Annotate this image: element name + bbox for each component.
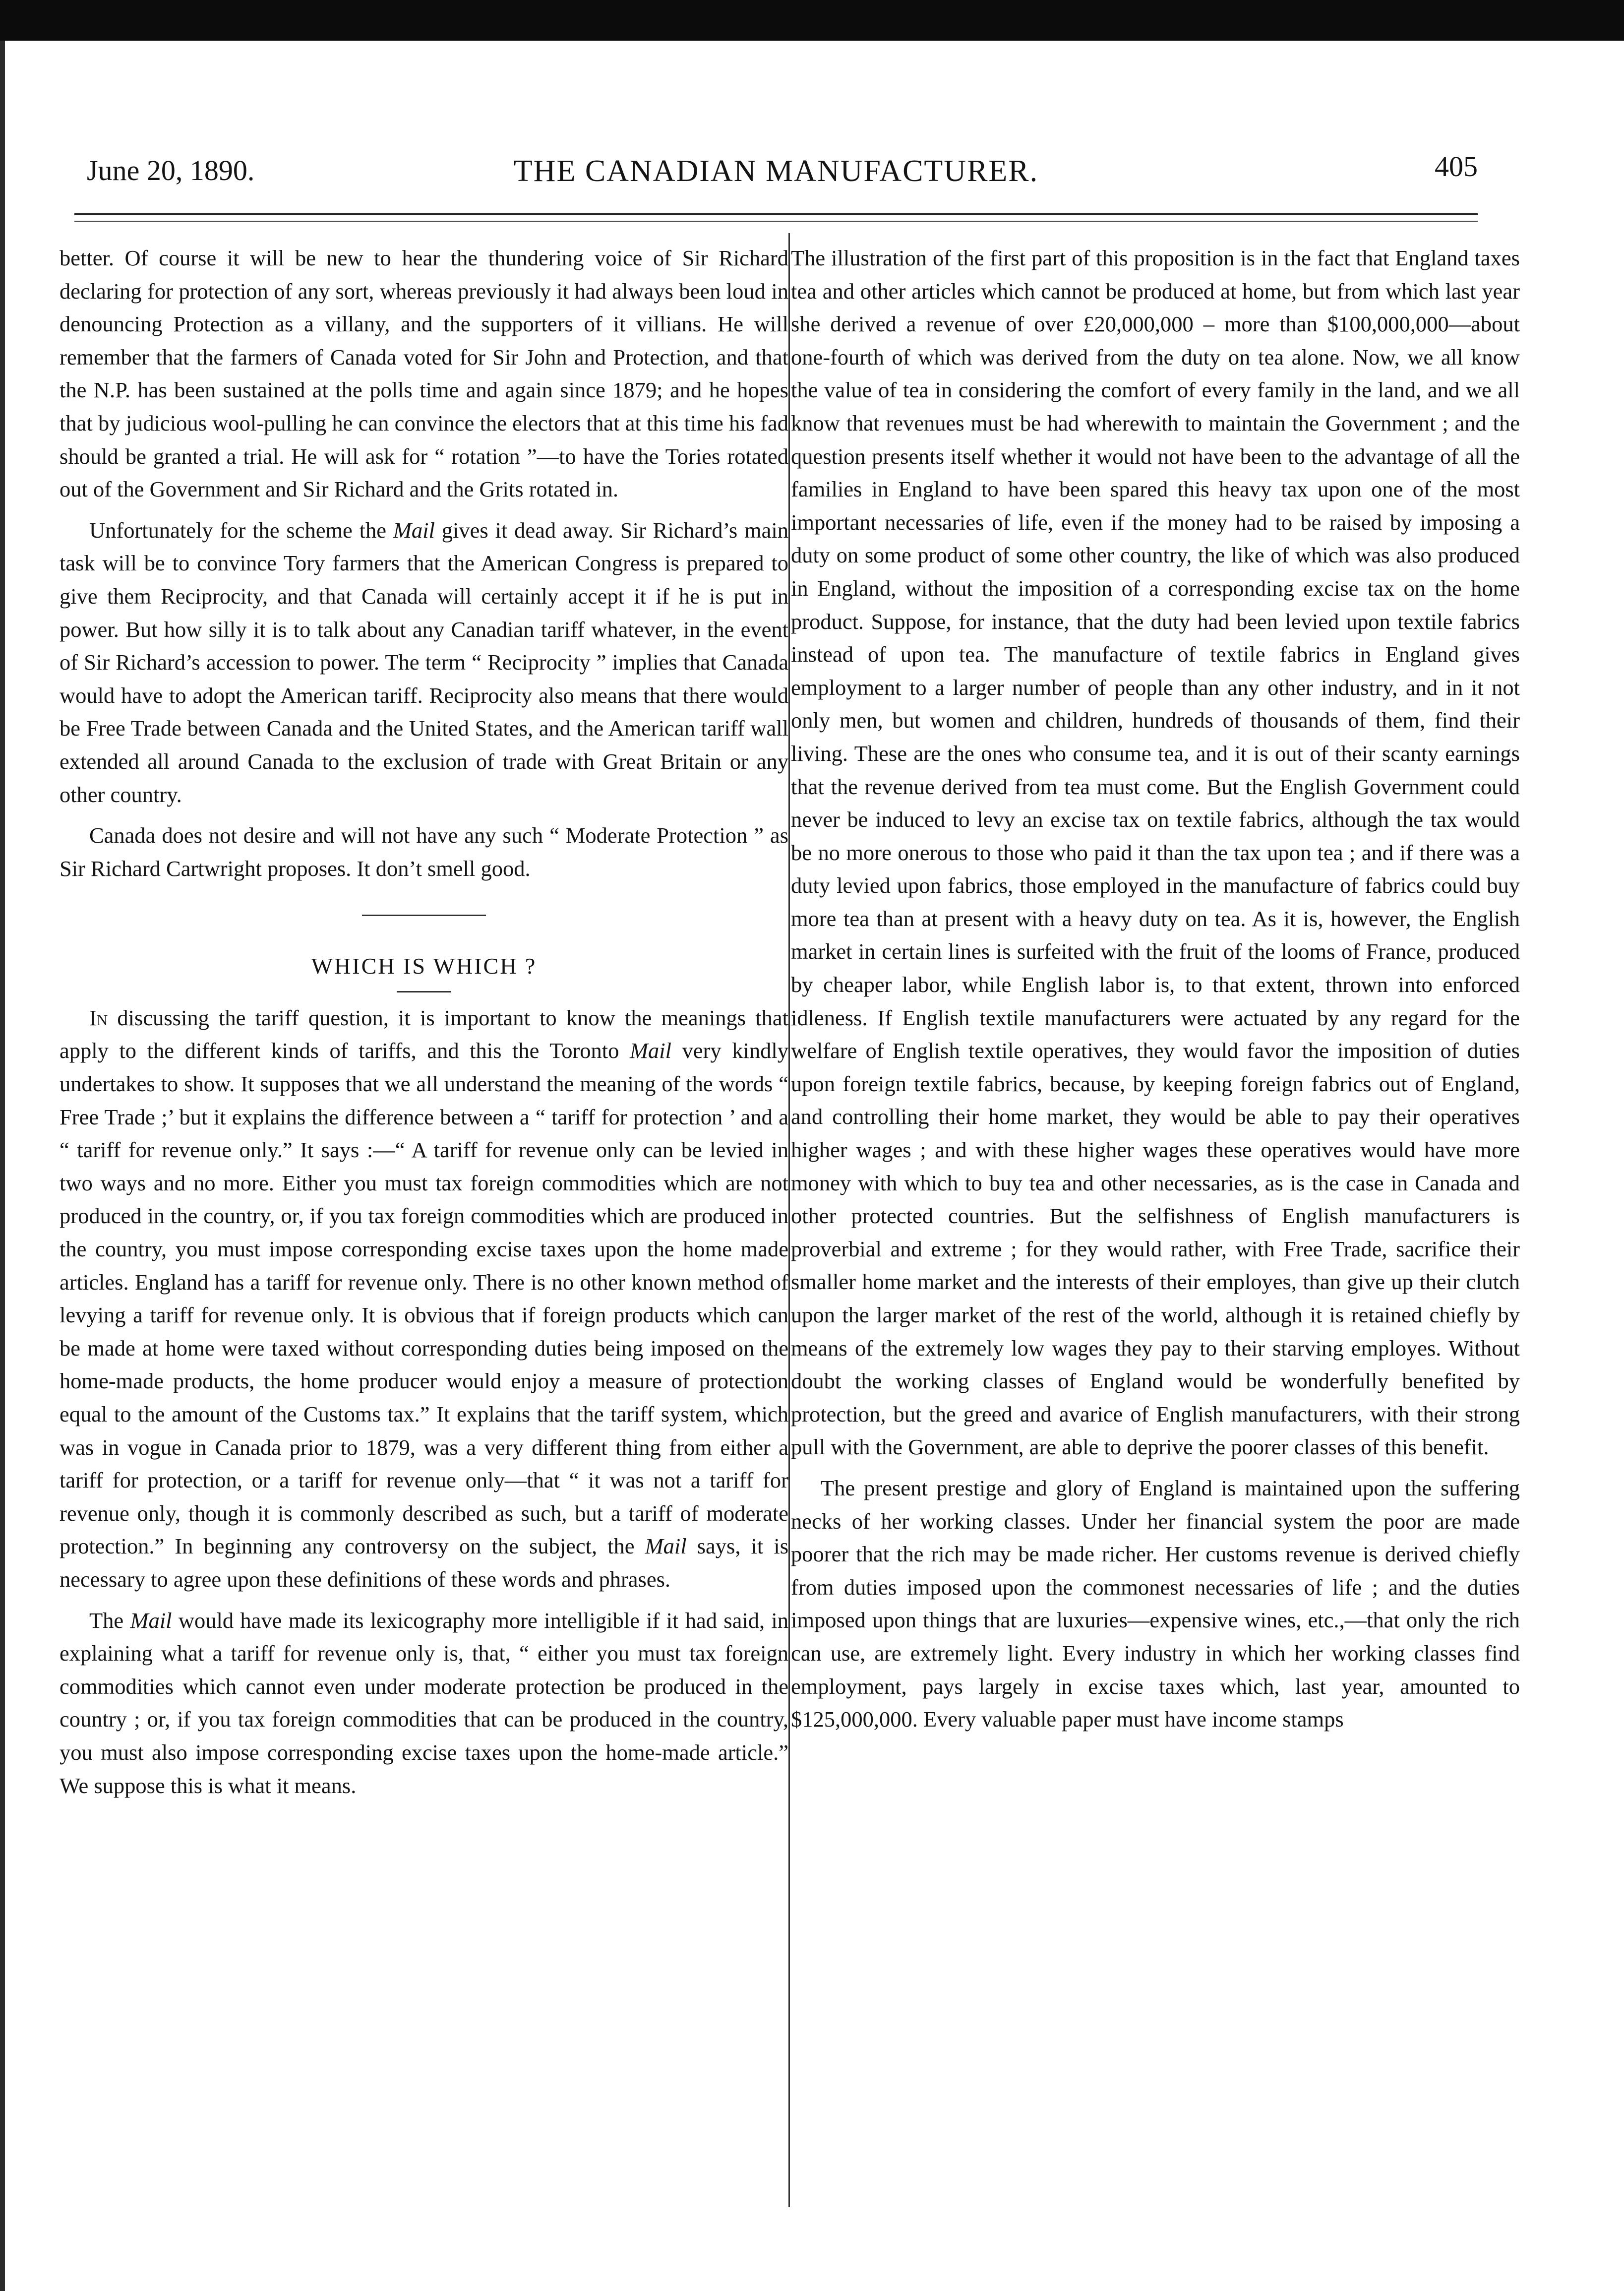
right-paragraph-2: The present prestige and glory of England is maintained upon the suffering necks of her working classes. Under her financial system the poor are made poorer that the rich may be made richer. Her customs revenue is derived chiefly from duties imposed upon the commonest necessaries of life ; and the duties imposed upon things that are luxuries—expensive wines, etc.,—that only the rich can use, are extremely light. Every industry in which her working classes find employment, pays largely in excise taxes which, last year, amounted to $125,000,000. Every valuable paper must have income stamps bbox=[791, 1475, 1520, 1732]
page-header bbox=[74, 150, 1478, 193]
mail-newspaper-name: Mail bbox=[130, 1608, 172, 1633]
scan-top-border bbox=[0, 0, 1624, 41]
left-paragraph-4-text-c: says, it is necessary to agree upon these definitions of these words and phrases. bbox=[60, 1534, 789, 1592]
scan-left-edge bbox=[0, 41, 5, 2291]
left-paragraph-2-text-b: gives it dead away. Sir Richard’s main task will be to convince Tory farmers that the American Congress is prepared to give them Reciprocity, and that Canada will certainly accept it if he is put in power. But how silly it is to talk about any Canadian tariff whatever, in the event of Sir Richard’s accession to power. The term “ Reciprocity ” implies that Canada would have to adopt the American tariff. Reciprocity also means that there would be Free Trade between Canada and the United States, and the American tariff wall extended all around Canada to the exclusion of trade with Great Britain or any other country. bbox=[60, 517, 789, 807]
column-divider bbox=[788, 233, 790, 2207]
left-paragraph-3: Canada does not desire and will not have any such “ Moderate Protection ” as Sir Richard Cartwright proposes. It don’t smell good. bbox=[60, 823, 788, 881]
header-rule-thin bbox=[74, 221, 1478, 222]
publication-title: THE CANADIAN MANUFACTURER. bbox=[513, 154, 1039, 188]
right-paragraph-1: The illustration of the first part of this proposition is in the fact that England taxes tea and other articles which cannot be produced at home, but from which last year she derived a revenue of over £20,000,000 – more than $100,000,000—about one-fourth of which was derived from the duty on tea alone. Now, we all know the value of tea in considering the comfort of every family in the land, and we all know that revenues must be had wherewith to maintain the Government ; and the question presents itself whether it would not have been to the advantage of all the families in England to have been spared this heavy tax upon one of the most important necessaries of life, even if the money had to be raised by imposing a duty on some product of some other country, the like of which was also produced in England, without the imposition of a corresponding excise tax on the home product. Suppose, for instance, that the duty had been levied upon textile fabrics instead of upon tea. The manufacture of textile fabrics in England gives employment to a larger number of people than any other industry, and in it not only men, but women and children, hundreds of thousands of them, find their living. These are the ones who consume tea, and it is out of their scanty earnings that the revenue derived from tea must come. But the English Government could never be induced to levy an excise tax on textile fabrics, although the tax would be no more onerous to those who paid it than the tax upon tea ; and if there was a duty levied upon fabrics, those employed in the manufacture of fabrics could buy more tea than at present with a heavy duty on tea. As it is, however, the English market in certain lines is surfeited with the fruit of the looms of France, produced by cheaper labor, while English labor is, to that extent, thrown into enforced idleness. If English textile manufacturers were actuated by any regard for the welfare of English textile operatives, they would favor the imposition of duties upon foreign textile fabrics, because, by keeping foreign fabrics out of England, and controlling their home market, they would be able to pay their operatives higher wages ; and with these higher wages these operatives would have more money with which to buy tea and other necessaries, as is the case in Canada and other protected countries. But the selfishness of English manufacturers is proverbial and extreme ; for they would rather, with Free Trade, sacrifice their smaller home market and the interests of their employes, than give up their clutch upon the larger market of the rest of the world, although it is retained chiefly by means of the extremely low wages they pay to their starving employes. Without doubt the working classes of England would be wonderfully benefited by protection, but the greed and avarice of English manufacturers, with their strong pull with the Government, are able to deprive the poorer classes of this benefit. bbox=[791, 246, 1520, 1460]
page-number: 405 bbox=[1435, 150, 1478, 183]
left-paragraph-5 bbox=[60, 1604, 788, 1802]
right-column bbox=[791, 242, 1520, 1736]
heading-underline-rule bbox=[397, 991, 451, 992]
article-heading: WHICH IS WHICH ? bbox=[311, 953, 537, 979]
left-paragraph-5-text-a: The bbox=[89, 1608, 130, 1633]
mail-newspaper-name: Mail bbox=[645, 1534, 687, 1559]
dropcap-word: In bbox=[89, 1005, 108, 1030]
left-paragraph-4 bbox=[60, 1001, 788, 1596]
left-column bbox=[60, 242, 788, 1802]
left-paragraph-5-text-b: would have made its lexicography more intelligible if it had said, in explaining what a tariff for revenue only is, that, “ either you must tax foreign commodities which cannot even under moderate protection be produced in the country ; or, if you tax foreign commodities that can be produced in the country, you must also impose corresponding excise taxes upon the home-made article.” We suppose this is what it means. bbox=[60, 1608, 788, 1798]
left-paragraph-2 bbox=[60, 514, 788, 811]
section-separator-rule bbox=[362, 915, 486, 916]
header-rule-thick bbox=[74, 213, 1478, 215]
left-paragraph-4-text-a: discussing the tariff question, it is important to know the meanings that apply to the different kinds of tariffs, and this the Toronto bbox=[60, 1005, 788, 1063]
issue-date: June 20, 1890. bbox=[87, 154, 255, 186]
left-paragraph-2-text-a: Unfortunately for the scheme the bbox=[89, 517, 393, 543]
mail-newspaper-name: Mail bbox=[629, 1038, 672, 1063]
left-paragraph-1: better. Of course it will be new to hear the thundering voice of Sir Richard declaring for protection of any sort, whereas previously it had always been loud in denouncing Protection as a villany, and the supporters of it villians. He will remember that the farmers of Canada voted for Sir John and Protection, and that the N.P. has been sustained at the polls time and again since 1879; and he hopes that by judicious wool-pulling he can convince the electors that at this time his fad should be granted a trial. He will ask for “ rotation ”—to have the Tories rotated out of the Government and Sir Richard and the Grits rotated in. bbox=[60, 246, 788, 502]
mail-newspaper-name: Mail bbox=[393, 517, 435, 543]
left-paragraph-4-text-b: very kindly undertakes to show. It supposes that we all understand the meaning of the words “ Free Trade ;’ but it explains the difference between a “ tariff for protection ’ and a “ tariff for revenue only.” It says :—“ A tariff for revenue only can be levied in two ways and no more. Either you must tax foreign commodities which are not produced in the country, or, if you tax foreign commodities which are produced in the country, you must impose corresponding excise taxes upon the home made articles. England has a tariff for revenue only. There is no other known method of levying a tariff for revenue only. It is obvious that if foreign products which can be made at home were taxed without corresponding duties being imposed on the home-made products, the home producer would enjoy a measure of protection equal to the amount of the Customs tax.” It explains that the tariff system, which was in vogue in Canada prior to 1879, was a very different thing from either a tariff for protection, or a tariff for revenue only—that “ it was not a tariff for revenue only, though it is commonly described as such, but a tariff of moderate protection.” In beginning any controversy on the subject, the bbox=[60, 1038, 788, 1559]
